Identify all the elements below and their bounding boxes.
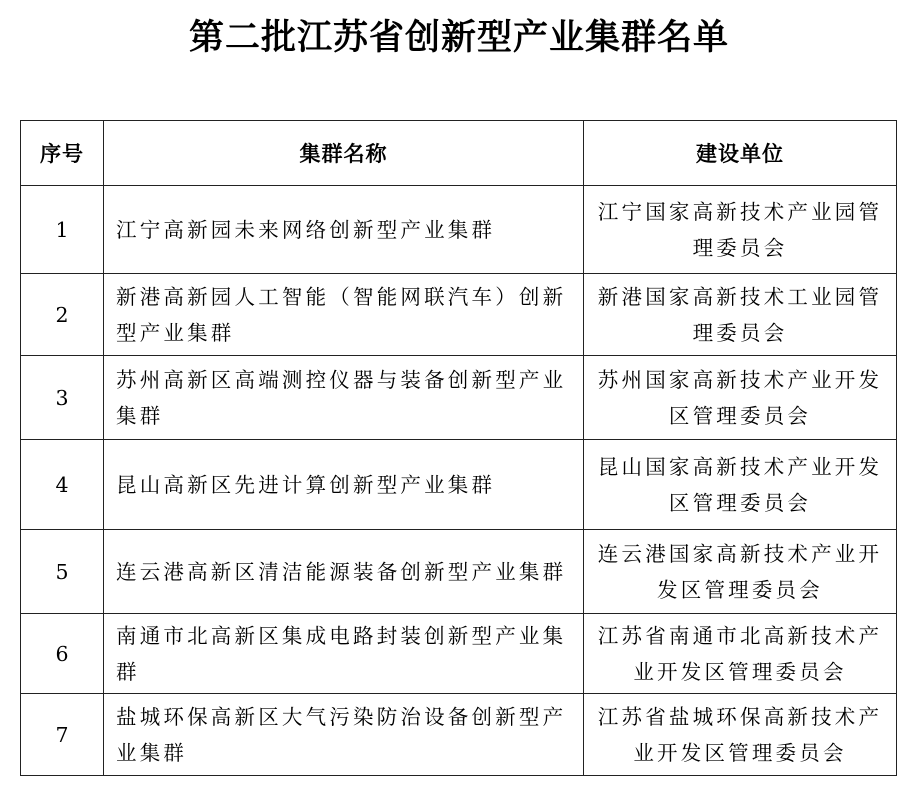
row-unit: 连云港国家高新技术产业开发区管理委员会 [584,530,897,614]
row-seq: 5 [21,530,104,614]
header-seq: 序号 [21,121,104,186]
row-unit: 江宁国家高新技术产业园管理委员会 [584,186,897,274]
row-unit: 苏州国家高新技术产业开发区管理委员会 [584,356,897,440]
header-cluster-name: 集群名称 [104,121,584,186]
row-seq: 4 [21,440,104,530]
table-row [21,274,897,356]
row-cluster-name: 昆山高新区先进计算创新型产业集群 [104,440,584,530]
row-cluster-name: 苏州高新区高端测控仪器与装备创新型产业集群 [104,356,584,440]
row-cluster-name: 连云港高新区清洁能源装备创新型产业集群 [104,530,584,614]
table-row [21,440,897,530]
row-seq: 6 [21,614,104,694]
row-seq: 1 [21,186,104,274]
row-cluster-name: 南通市北高新区集成电路封装创新型产业集群 [104,614,584,694]
row-seq: 3 [21,356,104,440]
row-seq: 2 [21,274,104,356]
row-unit: 昆山国家高新技术产业开发区管理委员会 [584,440,897,530]
table-row [21,356,897,440]
row-seq: 7 [21,694,104,776]
page-title: 第二批江苏省创新型产业集群名单 [188,18,729,58]
row-cluster-name: 江宁高新园未来网络创新型产业集群 [104,186,584,274]
table-row [21,530,897,614]
table-row [21,614,897,694]
cluster-list-table [20,120,897,776]
header-unit: 建设单位 [584,121,897,186]
row-unit: 新港国家高新技术工业园管理委员会 [584,274,897,356]
row-cluster-name: 盐城环保高新区大气污染防治设备创新型产业集群 [104,694,584,776]
row-unit: 江苏省盐城环保高新技术产业开发区管理委员会 [584,694,897,776]
row-cluster-name: 新港高新园人工智能（智能网联汽车）创新型产业集群 [104,274,584,356]
table-row [21,186,897,274]
table-row [21,694,897,776]
table-header-row [21,121,897,186]
row-unit: 江苏省南通市北高新技术产业开发区管理委员会 [584,614,897,694]
